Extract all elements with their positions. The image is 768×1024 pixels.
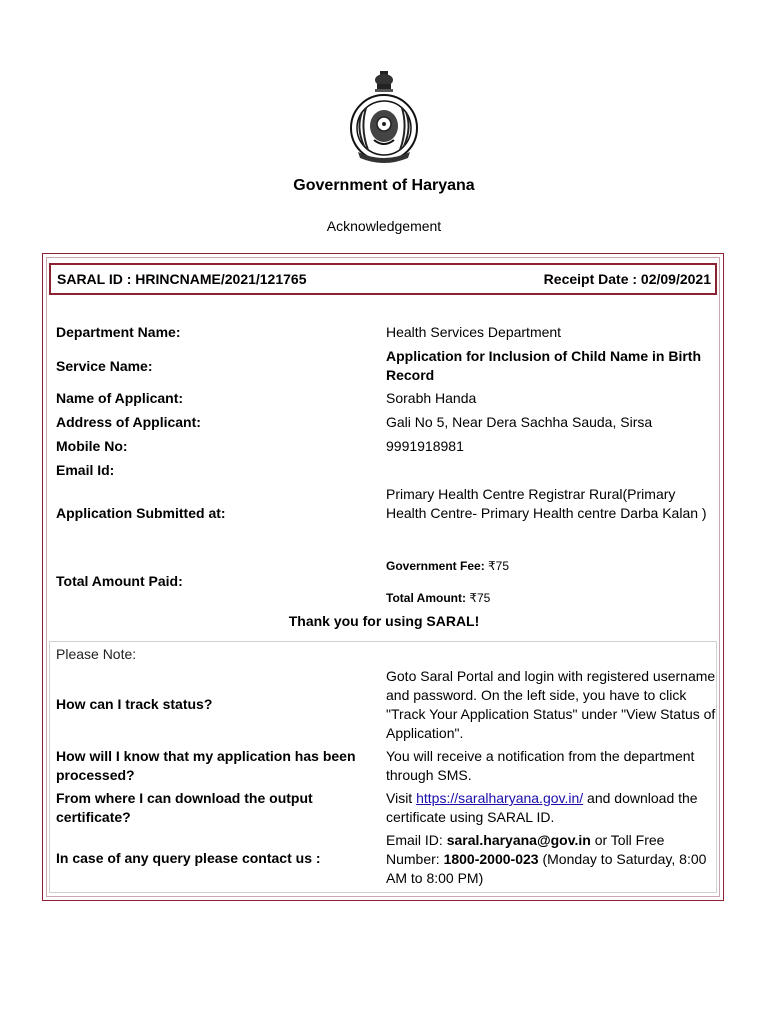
receipt-bar bbox=[49, 263, 717, 295]
contact-hours: (Monday to Saturday, 8:00 AM to 8:00 PM) bbox=[386, 851, 707, 886]
page-subtitle: Acknowledgement bbox=[326, 218, 442, 234]
download-question: From where I can download the output certificate? bbox=[56, 790, 313, 825]
government-fee bbox=[386, 557, 716, 576]
email-label: Email Id: bbox=[56, 462, 115, 478]
saral-portal-link[interactable]: https://saralharyana.gov.in/ bbox=[416, 790, 584, 806]
mobile-value: 9991918981 bbox=[386, 438, 464, 454]
government-fee-label: Government Fee: bbox=[386, 559, 485, 573]
toll-free-number: 1800-2000-023 bbox=[443, 851, 539, 867]
contact-email: saral.haryana@gov.in bbox=[446, 832, 591, 848]
address-label: Address of Applicant: bbox=[56, 414, 201, 430]
address-value: Gali No 5, Near Dera Sachha Sauda, Sirsa bbox=[386, 414, 653, 430]
processed-answer: You will receive a notification from the department through SMS. bbox=[386, 748, 695, 783]
submitted-at-value: Primary Health Centre Registrar Rural(Primary Health Centre- Primary Health centre Darba Kalan ) bbox=[386, 486, 707, 521]
notes-title: Please Note: bbox=[56, 646, 137, 662]
contact-question: In case of any query please contact us : bbox=[56, 850, 321, 866]
email-prefix: Email ID: bbox=[386, 832, 443, 848]
track-question: How can I track status? bbox=[56, 696, 213, 712]
haryana-emblem-icon bbox=[344, 68, 424, 170]
thank-you-message: Thank you for using SARAL! bbox=[288, 613, 480, 629]
saral-id: SARAL ID : HRINCNAME/2021/121765 bbox=[57, 271, 307, 287]
government-fee-value: ₹75 bbox=[488, 559, 510, 573]
download-suffix: and download the certificate using SARAL ID. bbox=[386, 790, 698, 825]
service-value: Application for Inclusion of Child Name in Birth Record bbox=[386, 348, 701, 383]
department-label: Department Name: bbox=[56, 324, 181, 340]
page-title: Government of Haryana bbox=[293, 177, 475, 194]
total-amount-label: Total Amount: bbox=[386, 591, 466, 605]
contact-answer bbox=[386, 831, 716, 888]
service-label: Service Name: bbox=[56, 358, 153, 374]
download-prefix: Visit bbox=[386, 790, 413, 806]
total-amount bbox=[386, 589, 716, 608]
toll-prefix: or Toll Free Number: bbox=[386, 832, 665, 867]
processed-question: How will I know that my application has been processed? bbox=[56, 748, 356, 783]
amount-label: Total Amount Paid: bbox=[56, 573, 183, 589]
applicant-label: Name of Applicant: bbox=[56, 390, 184, 406]
applicant-value: Sorabh Handa bbox=[386, 390, 477, 406]
download-answer bbox=[386, 789, 716, 827]
mobile-label: Mobile No: bbox=[56, 438, 128, 454]
track-answer: Goto Saral Portal and login with registered username and password. On the left side, you have to click "Track Your Application Status" under "View Status of Application". bbox=[386, 668, 716, 741]
submitted-at-label: Application Submitted at: bbox=[56, 505, 226, 521]
total-amount-value: ₹75 bbox=[469, 591, 491, 605]
department-value: Health Services Department bbox=[386, 324, 562, 340]
receipt-date: Receipt Date : 02/09/2021 bbox=[543, 271, 711, 287]
